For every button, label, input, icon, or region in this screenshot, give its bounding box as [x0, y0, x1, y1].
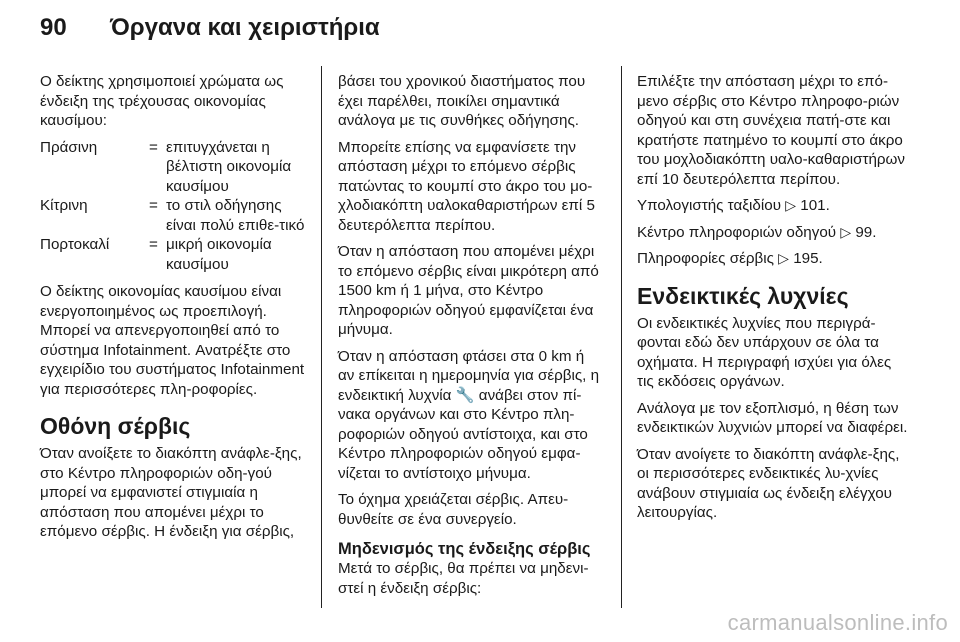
page-number: 90 [40, 14, 67, 41]
subsection-heading: Μηδενισμός της ένδειξης σέρβις [338, 540, 591, 558]
column-3 [637, 72, 909, 530]
paragraph: βάσει του χρονικού διαστήματος που έχει παρέλθει, ποικίλει σημαντικά ανάλογα με τις συνθήκες οδήγησης. [338, 73, 586, 129]
column-2 [338, 72, 604, 605]
paragraph: Μετά το σέρβις, θα πρέπει να μηδενι-στεί η ένδειξη σέρβις: [338, 560, 589, 597]
definition-equals: = [149, 236, 158, 253]
paragraph: Ο δείκτης χρησιμοποιεί χρώματα ως ένδειξη της τρέχουσας οικονομίας καυσίμου: [40, 73, 284, 129]
reference-text: Πληροφορίες σέρβις [637, 250, 774, 267]
column-divider [621, 66, 622, 608]
definition-desc: επιτυγχάνεται η βέλτιστη οικονομία καυσίμου [166, 138, 292, 195]
reference-text: Κέντρο πληροφοριών οδηγού [637, 223, 837, 241]
paragraph: Όταν ανοίξετε το διακόπτη ανάφλε-ξης, στο Κέντρο πληροφοριών οδη-γού μπορεί να εμφανιστεί στιγμιαία η απόσταση που απομένει μέχρι το επόμενο σέρβις. Η ένδειξη για σέρβις, [40, 445, 302, 540]
reference-page: 101. [800, 197, 830, 214]
paragraph: Επιλέξτε την απόσταση μέχρι το επό-μενο σέρβις στο Κέντρο πληροφο-ριών οδηγού και στη συνέχεια πατή-στε και κρατήστε πατημένο το κουμπί στο άκρο του μοχλοδιακόπτη υαλο-καθαριστήρων επί 10 δευτερόλεπτα περίπου. [637, 73, 906, 188]
section-heading: Οθόνη σέρβις [40, 413, 191, 439]
color-definition-table [40, 138, 306, 275]
definition-desc: μικρή οικονομία καυσίμου [166, 236, 272, 273]
section-heading: Ενδεικτικές λυχνίες [637, 282, 849, 309]
definition-term: Κίτρινη [40, 197, 88, 214]
definition-row [40, 196, 306, 235]
cross-reference [637, 249, 909, 269]
cross-reference [637, 196, 909, 216]
reference-text: Υπολογιστής ταξιδίου [637, 197, 782, 214]
definition-equals: = [149, 197, 158, 214]
definition-equals: = [149, 138, 158, 156]
page-ref-arrow-icon: ▷ [840, 223, 852, 240]
reference-page: 99. [855, 223, 877, 241]
definition-row [40, 138, 306, 197]
definition-term: Πράσινη [40, 138, 98, 156]
page-ref-arrow-icon: ▷ [785, 197, 797, 213]
definition-row [40, 235, 306, 274]
definition-term: Πορτοκαλί [40, 236, 110, 253]
paragraph: Το όχημα χρειάζεται σέρβις. Απευ-θυνθείτε σε ένα συνεργείο. [338, 491, 569, 528]
paragraph: Μπορείτε επίσης να εμφανίσετε την απόσταση μέχρι το επόμενο σέρβις πατώντας το κουμπί στο άκρο του μο-χλοδιακόπτη υαλοκαθαριστήρων επί 5 δευτερόλεπτα περίπου. [338, 138, 595, 234]
running-title: Όργανα και χειριστήρια [110, 14, 380, 41]
definition-desc: το στιλ οδήγησης είναι πολύ επιθε-τικό [166, 197, 305, 234]
paragraph: Όταν η απόσταση που απομένει μέχρι το επόμενο σέρβις είναι μικρότερη από 1500 km ή 1 μήνα, στο Κέντρο πληροφοριών οδηγού εμφανίζεται ένα μήνυμα. [338, 243, 599, 338]
page-ref-arrow-icon: ▷ [778, 250, 789, 266]
paragraph: Ο δείκτης οικονομίας καυσίμου είναι ενεργοποιημένος ως προεπιλογή. Μπορεί να απενεργοποιηθεί από το σύστημα Infotainment. Ανατρέξτε στο εγχειρίδιο του συστήματος Infotainment για περισσότερες πλη-ροφορίες. [40, 283, 305, 398]
reference-page: 195. [793, 250, 823, 267]
cross-reference [637, 223, 909, 243]
paragraph: Όταν η απόσταση φτάσει στα 0 km ή αν επίκειται η ημερομηνία για σέρβις, η ενδεικτική λυχνία 🔧 ανάβει στον πί-νακα οργάνων και στο Κέντρο πλη-ροφοριών οδηγού αντίστοιχα, και στο Κέντρο πληροφοριών οδηγού εμφα-νίζεται το αντίστοιχο μήνυμα. [338, 347, 600, 482]
paragraph: Ανάλογα με τον εξοπλισμό, η θέση των ενδεικτικών λυχνιών μπορεί να διαφέρει. [637, 399, 908, 436]
column-divider [321, 66, 322, 608]
watermark: carmanualsonline.info [727, 610, 948, 635]
paragraph: Οι ενδεικτικές λυχνίες που περιγρά-φονται εδώ δεν υπάρχουν σε όλα τα οχήματα. Η περιγραφή ισχύει για όλες τις εκδόσεις οργάνων. [637, 314, 892, 390]
paragraph: Όταν ανοίγετε το διακόπτη ανάφλε-ξης, οι περισσότερες ενδεικτικές λυ-χνίες ανάβουν στιγμιαία ως ένδειξη ελέγχου λειτουργίας. [637, 445, 900, 521]
column-1 [40, 72, 306, 549]
